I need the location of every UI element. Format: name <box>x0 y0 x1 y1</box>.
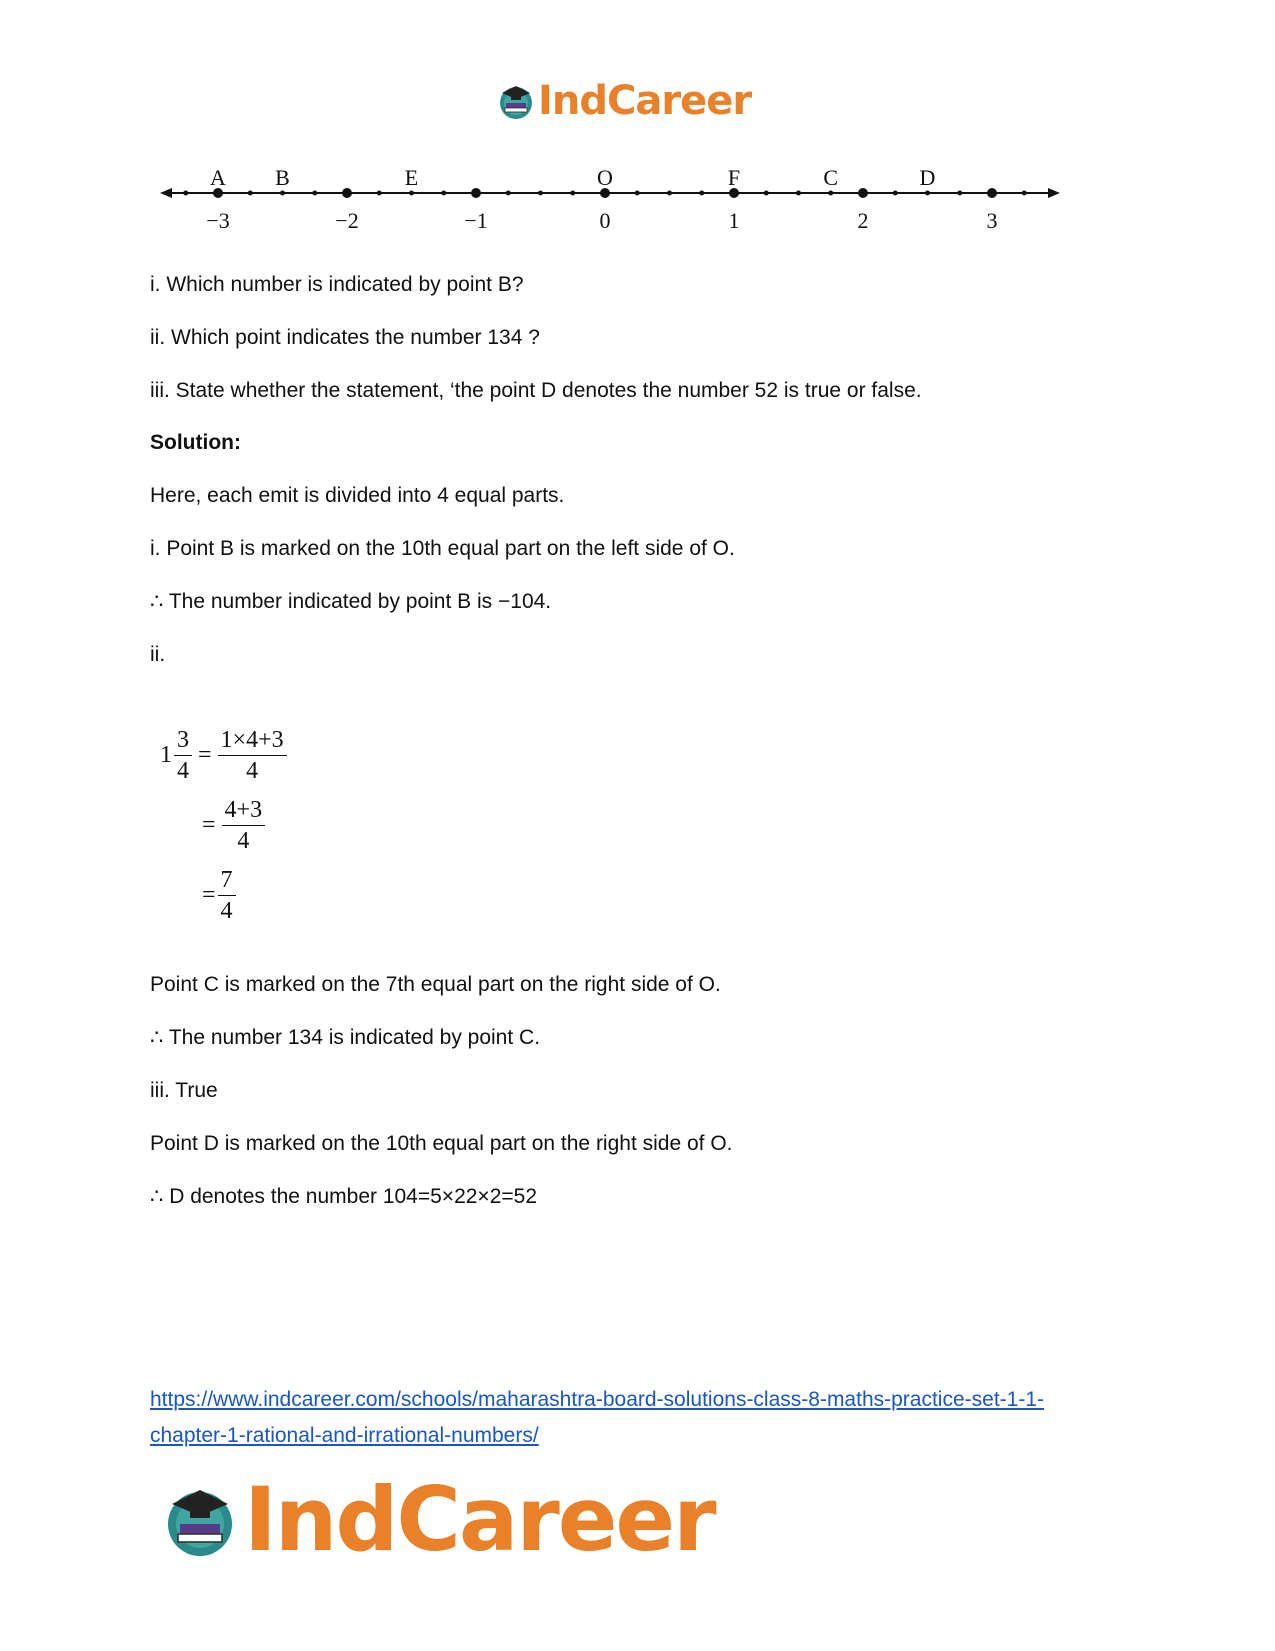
tick-label: −2 <box>335 208 359 233</box>
tick-label: −3 <box>206 208 230 233</box>
minor-tick <box>635 191 640 196</box>
tick-label: −1 <box>464 208 488 233</box>
equals-sign: = <box>198 742 212 768</box>
minor-tick <box>248 191 253 196</box>
step3-fraction <box>218 865 236 926</box>
question-2: ii. Which point indicates the number 134 ? <box>150 326 540 349</box>
point-label-a: A <box>210 165 226 190</box>
major-tick <box>858 188 868 198</box>
solution-iii-line-2: ∴ D denotes the number 104=5×22×2=52 <box>150 1185 537 1208</box>
minor-tick <box>506 191 511 196</box>
minor-tick <box>183 191 188 196</box>
mixed-numerator: 3 <box>174 725 192 756</box>
tick-label: 2 <box>857 208 869 233</box>
solution-ii-line-1: Point C is marked on the 7th equal part on the right side of O. <box>150 973 721 996</box>
tick-label: 3 <box>986 208 998 233</box>
minor-tick <box>667 191 672 196</box>
number-line-figure <box>160 165 1070 240</box>
point-label-e: E <box>404 165 419 190</box>
solution-iii-label: iii. True <box>150 1079 218 1102</box>
left-arrow <box>160 188 172 198</box>
math-row-2 <box>202 795 265 856</box>
solution-intro: Here, each emit is divided into 4 equal parts. <box>150 484 565 507</box>
step2-denominator: 4 <box>237 828 250 854</box>
minor-tick <box>409 191 414 196</box>
solution-iii-line-1: Point D is marked on the 10th equal part on the right side of O. <box>150 1132 733 1155</box>
mixed-fraction <box>174 725 192 786</box>
step1-denominator: 4 <box>246 758 259 784</box>
header-logo <box>496 78 751 124</box>
logo-text: IndCareer <box>244 1468 715 1571</box>
footer-logo <box>160 1468 715 1571</box>
math-row-3 <box>202 865 236 926</box>
minor-tick <box>280 191 285 196</box>
step3-denominator: 4 <box>220 898 233 924</box>
point-label-d: D <box>919 165 936 190</box>
minor-tick <box>441 191 446 196</box>
minor-tick <box>538 191 543 196</box>
major-tick <box>342 188 352 198</box>
point-label-f: F <box>727 165 741 190</box>
minor-tick <box>377 191 382 196</box>
source-link[interactable] <box>150 1382 1150 1454</box>
minor-tick <box>893 191 898 196</box>
minor-tick <box>957 191 962 196</box>
minor-tick <box>1022 191 1027 196</box>
point-label-c: C <box>823 165 839 190</box>
major-tick <box>987 188 997 198</box>
question-1: i. Which number is indicated by point B? <box>150 273 524 296</box>
tick-label: 1 <box>728 208 740 233</box>
minor-tick <box>925 191 930 196</box>
graduation-cap-globe-icon <box>496 81 536 121</box>
equals-sign: = <box>202 882 216 908</box>
solution-i-line-1: i. Point B is marked on the 10th equal part on the left side of O. <box>150 537 735 560</box>
source-link-line-1[interactable]: https://www.indcareer.com/schools/maharashtra-board-solutions-class-8-maths-practice-set-1-1- <box>150 1388 1044 1411</box>
solution-heading: Solution: <box>150 431 241 454</box>
source-link-line-2[interactable]: chapter-1-rational-and-irrational-numbers/ <box>150 1424 539 1447</box>
minor-tick <box>570 191 575 196</box>
solution-i-line-2: ∴ The number indicated by point B is −104. <box>150 590 552 613</box>
step1-fraction <box>218 725 287 786</box>
solution-ii-label: ii. <box>150 643 166 666</box>
step2-numerator: 4+3 <box>222 795 266 826</box>
equals-sign: = <box>202 812 216 838</box>
point-label-b: B <box>275 165 290 190</box>
minor-tick <box>796 191 801 196</box>
right-arrow <box>1048 188 1060 198</box>
graduation-cap-globe-icon <box>160 1480 240 1560</box>
minor-tick <box>312 191 317 196</box>
solution-ii-line-2: ∴ The number 134 is indicated by point C. <box>150 1026 541 1049</box>
step2-fraction <box>222 795 266 856</box>
point-label-o: O <box>597 165 613 190</box>
mixed-denominator: 4 <box>177 758 189 784</box>
question-3: iii. State whether the statement, ‘the point D denotes the number 52 is true or false. <box>150 379 922 402</box>
major-tick <box>471 188 481 198</box>
minor-tick <box>828 191 833 196</box>
step3-numerator: 7 <box>218 865 236 896</box>
mixed-whole: 1 <box>160 742 172 768</box>
minor-tick <box>699 191 704 196</box>
minor-tick <box>764 191 769 196</box>
step1-numerator: 1×4+3 <box>218 725 287 756</box>
tick-label: 0 <box>599 208 611 233</box>
math-row-1 <box>160 725 287 786</box>
logo-text: IndCareer <box>538 78 752 124</box>
